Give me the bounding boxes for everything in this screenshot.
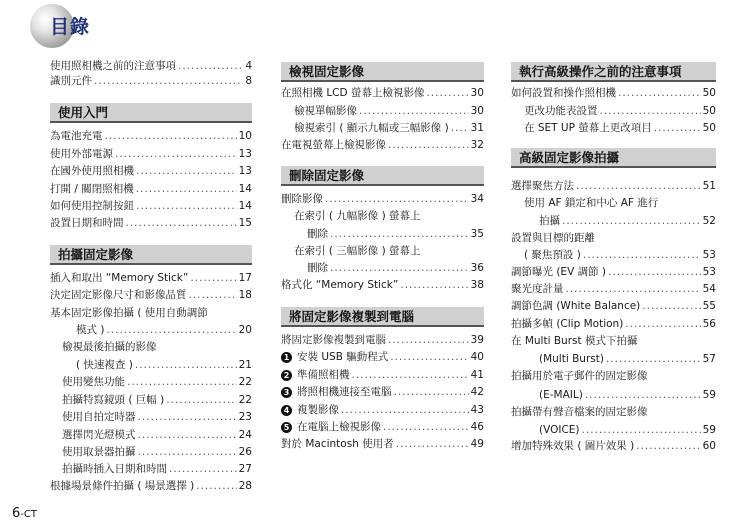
toc-entry[interactable]: 使用自拍定時器 ..... 23 (62, 410, 252, 424)
step-number-icon: 5 (281, 422, 292, 433)
toc-entry[interactable]: 識別元件 ..... 8 (50, 74, 252, 88)
toc-entry[interactable]: 聚光度計量 ..... 54 (511, 282, 716, 296)
toc-entry[interactable]: 基本固定影像拍攝 ( 使用自動調節 (50, 307, 208, 319)
toc-entry[interactable]: 模式 ) ..... 20 (76, 323, 252, 337)
toc-entry[interactable]: 拍攝時插入日期和時間 ..... 27 (62, 462, 252, 476)
toc-entry[interactable]: 使用取景器拍攝 ..... 26 (62, 445, 252, 459)
section-heading-getting-started: 使用入門 (50, 103, 252, 123)
toc-entry[interactable]: 2 準備照相機 ..... 41 (281, 368, 484, 382)
toc-entry[interactable]: 對於 Macintosh 使用者 ..... 49 (281, 437, 484, 451)
toc-entry[interactable]: 拍攝特寫鏡頭 ( 巨幅 ) ..... 22 (62, 393, 252, 407)
toc-entry[interactable]: 刪除 ..... 36 (307, 261, 484, 275)
toc-entry[interactable]: 決定固定影像尺寸和影像品質 ..... 18 (50, 288, 252, 302)
toc-entry[interactable]: 在 Multi Burst 模式下拍攝 (511, 335, 638, 347)
toc-entry[interactable]: ( 快速複查 ) ..... 21 (76, 358, 252, 372)
section-heading-copying-to-computer: 將固定影像複製到電腦 (281, 307, 484, 327)
toc-entry[interactable]: (E-MAIL) ..... 59 (539, 388, 716, 402)
step-number-icon: 3 (281, 387, 292, 398)
toc-entry[interactable]: 插入和取出 “Memory Stick” ..... 17 (50, 271, 252, 285)
step-number-icon: 2 (281, 370, 292, 381)
toc-entry[interactable]: 刪除影像 ..... 34 (281, 192, 484, 206)
toc-entry[interactable]: 為電池充電 ..... 10 (50, 129, 252, 143)
toc-entry[interactable]: 調節曝光 (EV 調節 ) ..... 53 (511, 265, 716, 279)
toc-entry[interactable]: 設置與目標的距離 (511, 232, 595, 244)
section-heading-advanced-still-shooting: 高級固定影像拍攝 (511, 148, 716, 168)
toc-entry[interactable]: (VOICE) ..... 59 (539, 423, 716, 437)
toc-entry[interactable]: 根據場景條件拍攝 ( 場景選擇 ) ..... 28 (50, 479, 252, 493)
toc-entry[interactable]: 檢視單幅影像 ..... 30 (294, 104, 484, 118)
toc-entry[interactable]: 格式化 “Memory Stick” ..... 38 (281, 278, 484, 292)
section-heading-before-advanced-operations: 執行高級操作之前的注意事項 (511, 62, 716, 82)
toc-entry[interactable]: 選擇聚焦方法 ..... 51 (511, 179, 716, 193)
toc-entry[interactable]: 選擇閃光燈模式 ..... 24 (62, 428, 252, 442)
toc-entry[interactable]: 使用 AF 鎖定和中心 AF 進行 (524, 197, 659, 209)
toc-entry[interactable]: 如何設置和操作照相機 ..... 50 (511, 86, 716, 100)
toc-entry[interactable]: 調節色調 (White Balance) ..... 55 (511, 299, 716, 313)
section-heading-shooting-still-images: 拍攝固定影像 (50, 245, 252, 265)
toc-entry[interactable]: 在國外使用照相機 ..... 13 (50, 164, 252, 178)
toc-entry[interactable]: 在照相機 LCD 螢幕上檢視影像 ..... 30 (281, 86, 484, 100)
toc-entry[interactable]: 增加特殊效果 ( 圖片效果 ) ..... 60 (511, 439, 716, 453)
page-number: 6-CT (12, 506, 37, 521)
toc-entry[interactable]: 檢視索引 ( 顯示九幅或三幅影像 ) ..... 31 (294, 121, 484, 135)
toc-entry[interactable]: 在索引 ( 三幅影像 ) 螢幕上 (294, 245, 421, 257)
toc-entry[interactable]: 檢視最後拍攝的影像 (62, 341, 157, 353)
toc-entry[interactable]: 拍攝帶有聲音檔案的固定影像 (511, 406, 648, 418)
toc-entry[interactable]: ( 聚焦預設 ) ..... 53 (524, 248, 716, 262)
toc-entry[interactable]: 1 安裝 USB 驅動程式 ..... 40 (281, 350, 484, 364)
toc-entry[interactable]: 設置日期和時間 ..... 15 (50, 216, 252, 230)
toc-entry[interactable]: 刪除 ..... 35 (307, 227, 484, 241)
step-number-icon: 1 (281, 352, 292, 363)
section-heading-viewing-still-images: 檢視固定影像 (281, 62, 484, 82)
page-title-block (30, 4, 150, 48)
page-title: 目錄 (50, 16, 91, 38)
toc-entry[interactable]: 5 在電腦上檢視影像 ..... 46 (281, 420, 484, 434)
toc-entry[interactable]: 在 SET UP 螢幕上更改項目 ..... 50 (524, 121, 716, 135)
toc-entry[interactable]: (Multi Burst) ..... 57 (539, 352, 716, 366)
toc-entry[interactable]: 在電視螢幕上檢視影像 ..... 32 (281, 138, 484, 152)
toc-entry[interactable]: 使用照相機之前的注意事項 ..... 4 (50, 59, 252, 73)
toc-entry[interactable]: 打開 / 關閉照相機 ..... 14 (50, 182, 252, 196)
toc-entry[interactable]: 3 將照相機連接至電腦 ..... 42 (281, 385, 484, 399)
section-heading-deleting-still-images: 刪除固定影像 (281, 166, 484, 186)
toc-entry[interactable]: 更改功能表設置 ..... 50 (524, 104, 716, 118)
toc-entry[interactable]: 使用外部電源 ..... 13 (50, 147, 252, 161)
toc-entry[interactable]: 在索引 ( 九幅影像 ) 螢幕上 (294, 210, 421, 222)
toc-entry[interactable]: 如何使用控制按鈕 ..... 14 (50, 199, 252, 213)
step-number-icon: 4 (281, 405, 292, 416)
toc-entry[interactable]: 拍攝用於電子郵件的固定影像 (511, 370, 648, 382)
toc-entry[interactable]: 使用變焦功能 ..... 22 (62, 375, 252, 389)
toc-entry[interactable]: 拍攝多幀 (Clip Motion) ..... 56 (511, 317, 716, 331)
toc-entry[interactable]: 將固定影像複製到電腦 ..... 39 (281, 333, 484, 347)
toc-entry[interactable]: 拍攝 ..... 52 (539, 214, 716, 228)
toc-entry[interactable]: 4 複製影像 ..... 43 (281, 403, 484, 417)
